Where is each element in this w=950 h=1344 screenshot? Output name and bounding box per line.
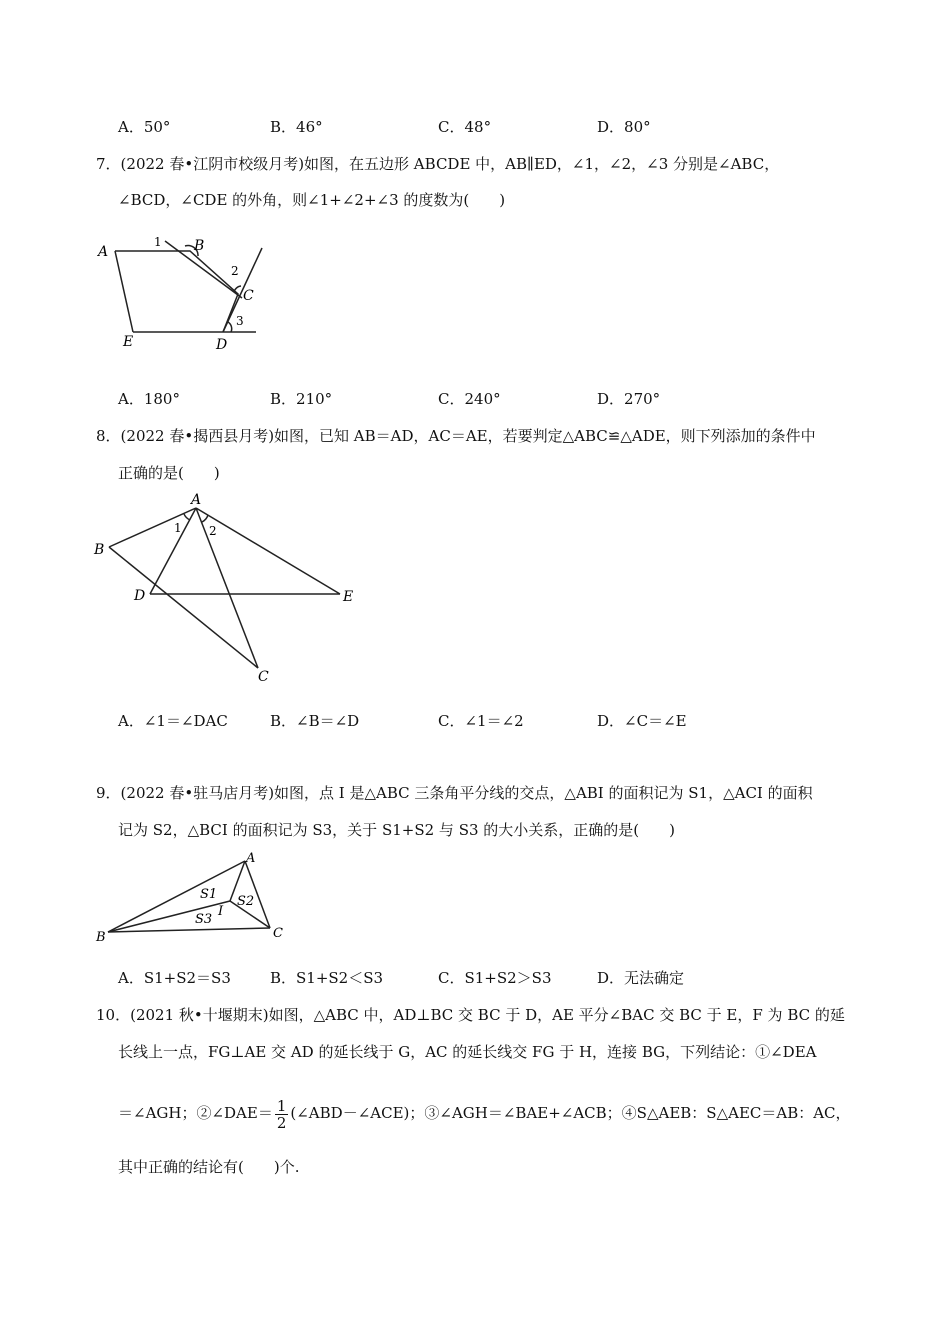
q10-frac-denominator: 2: [276, 1113, 287, 1132]
q9-label-C: C: [273, 926, 283, 941]
q8-label-A: A: [191, 492, 202, 508]
q7-option-b: B．210°: [270, 390, 333, 408]
q8-number: 8．: [96, 427, 121, 445]
q9-label-B: B: [96, 930, 106, 945]
q8-label-C: C: [258, 669, 269, 685]
q9-incenter-figure: [90, 848, 300, 948]
q10-stem-line1: [96, 1005, 845, 1025]
q9-option-a: A．S1+S2＝S3: [118, 969, 231, 987]
q10-text-3b: (∠ABD－∠ACE)；③∠AGH＝∠BAE+∠ACB；④S△AEB：S△AEC＝AB：AC，: [290, 1104, 851, 1122]
q9-label-I: I: [218, 904, 224, 919]
q9-text-1: (2022 春•驻马店月考)如图，点 I 是△ABC 三条角平分线的交点，△ABI 的面积记为 S1，△ACI 的面积: [120, 784, 813, 802]
q7-label-E: E: [123, 334, 134, 350]
q8-label-2: 2: [209, 524, 217, 538]
q7-label-1: 1: [154, 236, 162, 249]
q9-option-b: B．S1+S2＜S3: [270, 969, 384, 987]
q10-fraction: [275, 1098, 289, 1131]
q6-option-a: A．50°: [118, 118, 171, 136]
q7-number: 7．: [96, 155, 121, 173]
q7-label-B: B: [194, 238, 205, 254]
q7-text-1: (2022 春•江阴市校级月考)如图，在五边形 ABCDE 中，AB∥ED，∠1，∠2，∠3 分别是∠ABC，: [120, 155, 780, 173]
q7-option-d: D．270°: [597, 390, 661, 408]
q8-option-b: B．∠B＝∠D: [270, 712, 360, 730]
q9-stem-line2: 记为 S2，△BCI 的面积记为 S3，关于 S1+S2 与 S3 的大小关系，正确的是( ): [118, 821, 675, 839]
q8-option-c: C．∠1＝∠2: [438, 712, 524, 730]
q10-stem-line2: 长线上一点，FG⊥AE 交 AD 的延长线于 G，AC 的延长线交 FG 于 H，连接 BG，下列结论：①∠DEA: [118, 1043, 817, 1061]
q7-label-A: A: [98, 244, 109, 260]
q8-option-a: A．∠1＝∠DAC: [118, 712, 228, 730]
q8-label-1: 1: [174, 521, 182, 535]
q9-option-d: D．无法确定: [597, 969, 685, 987]
q9-stem-line1: [96, 783, 813, 803]
q6-option-b: B．46°: [270, 118, 323, 136]
q9-label-S1: S1: [200, 887, 218, 902]
q8-text-1: (2022 春•揭西县月考)如图，已知 AB＝AD，AC＝AE，若要判定△ABC≌△ADE，则下列添加的条件中: [120, 427, 816, 445]
q7-pentagon-figure: [90, 236, 270, 356]
q8-option-d: D．∠C＝∠E: [597, 712, 687, 730]
q7-option-a: A．180°: [118, 390, 180, 408]
q10-text-1: (2021 秋•十堰期末)如图，△ABC 中，AD⊥BC 交 BC 于 D，AE 平分∠BAC 交 BC 于 E，F 为 BC 的延: [130, 1006, 845, 1024]
q9-label-S2: S2: [237, 894, 255, 909]
q7-label-D: D: [216, 337, 228, 353]
q6-option-d: D．80°: [597, 118, 651, 136]
q7-label-3: 3: [236, 314, 244, 328]
q7-stem-line1: [96, 154, 779, 174]
q6-option-c: C．48°: [438, 118, 492, 136]
q9-option-c: C．S1+S2＞S3: [438, 969, 552, 987]
q9-number: 9．: [96, 784, 121, 802]
q9-label-A: A: [246, 851, 256, 866]
q7-label-2: 2: [231, 264, 239, 278]
q8-label-B: B: [94, 542, 105, 558]
q10-text-3a: ＝∠AGH；②∠DAE＝: [118, 1104, 273, 1122]
q7-label-C: C: [243, 288, 254, 304]
q8-label-D: D: [134, 588, 146, 604]
q10-frac-numerator: 1: [276, 1096, 287, 1115]
q7-option-c: C．240°: [438, 390, 501, 408]
q10-stem-line3: [118, 1095, 851, 1131]
q10-stem-line4: 其中正确的结论有( )个.: [118, 1158, 300, 1176]
q8-label-E: E: [343, 589, 354, 605]
q8-stem-line2: 正确的是( ): [118, 464, 220, 482]
q10-number: 10．: [96, 1006, 131, 1024]
q8-stem-line1: [96, 426, 816, 446]
q9-label-S3: S3: [195, 912, 213, 927]
q7-stem-line2: ∠BCD，∠CDE 的外角，则∠1+∠2+∠3 的度数为( ): [118, 191, 506, 209]
q8-triangles-figure: [88, 488, 368, 688]
